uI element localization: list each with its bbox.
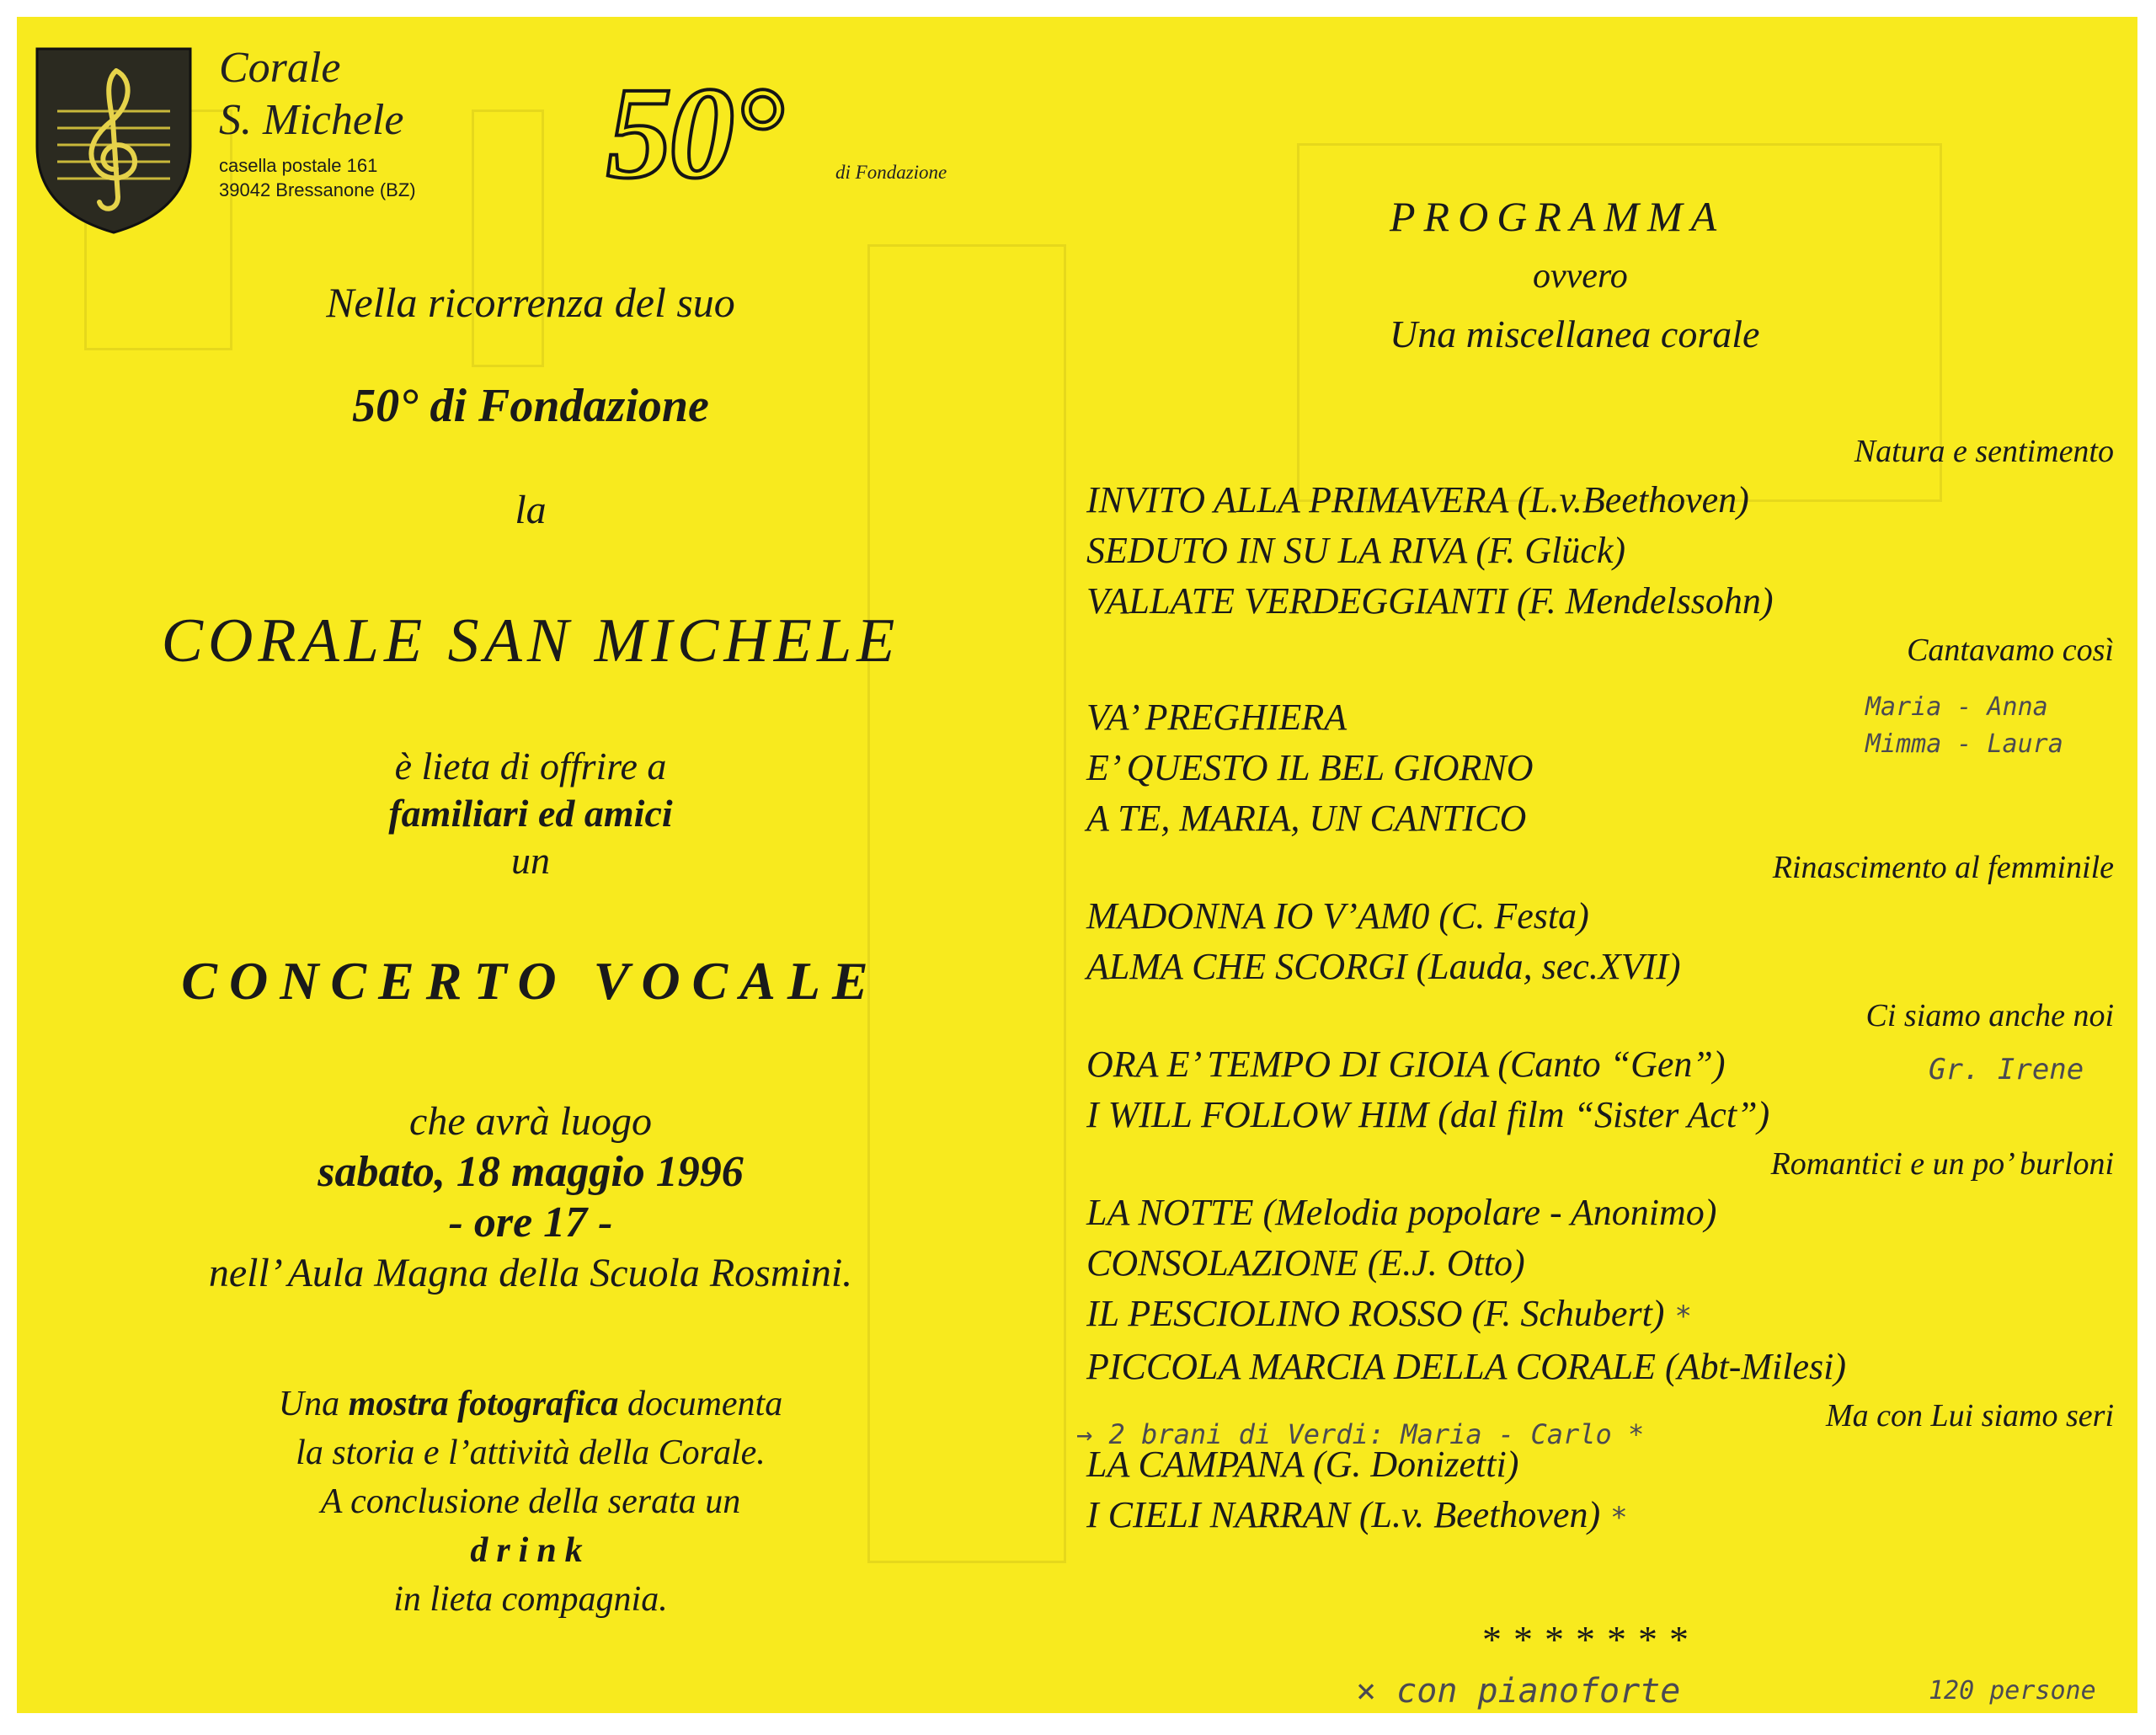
handwritten-people-count: 120 persone [1929, 1676, 2096, 1706]
handwritten-names-line2: Mimma - Laura [1865, 729, 2063, 759]
program-subtitle: Una miscellanea corale [1390, 312, 1760, 355]
piece-item: INVITO ALLA PRIMAVERA (L.v.Beethoven) [1086, 479, 1749, 520]
handwritten-verdi-note: → 2 brani di Verdi: Maria - Carlo * [1076, 1418, 1645, 1450]
closing-line5: in lieta compagnia. [393, 1580, 668, 1619]
section-title: Ci siamo anche noi [1865, 998, 2114, 1033]
piece-item: E’ QUESTO IL BEL GIORNO [1086, 747, 1534, 788]
event-date: sabato, 18 maggio 1996 [318, 1148, 744, 1196]
founding-line: 50° di Fondazione [352, 380, 709, 432]
anniversary-number: 50° [606, 60, 781, 206]
handwritten-piano-note: × con pianoforte [1356, 1672, 1681, 1711]
piece-list [1086, 475, 2114, 627]
piece-item: LA NOTTE (Melodia popolare - Anonimo) [1086, 1192, 1717, 1233]
address-line2: 39042 Bressanone (BZ) [219, 179, 416, 200]
piece-list [1086, 1439, 2114, 1543]
program-section [1086, 844, 2114, 992]
anniversary-caption: di Fondazione [835, 162, 947, 183]
section-title: Romantici e un po’ burloni [1770, 1146, 2114, 1182]
closing-line1-a: Una [278, 1385, 349, 1423]
offer-line2: familiari ed amici [388, 792, 673, 835]
piece-item: I WILL FOLLOW HIM (dal film “Sister Act”) [1086, 1094, 1770, 1135]
closing-line3: A conclusione della serata un [320, 1482, 741, 1521]
closing-drink: drink [470, 1531, 591, 1570]
section-title: Rinascimento al femminile [1772, 850, 2114, 885]
handwritten-gr-irene: Gr. Irene [1929, 1053, 2084, 1086]
piece-list [1086, 891, 2114, 992]
treble-clef-shield-icon [34, 45, 194, 236]
program-or: ovvero [1533, 257, 1628, 296]
photo-exhibit: mostra fotografica [348, 1385, 619, 1423]
handwritten-names-line1: Maria - Anna [1865, 692, 2048, 722]
section-title: Ma con Lui siamo seri [1826, 1398, 2114, 1433]
piece-item: PICCOLA MARCIA DELLA CORALE (Abt-Milesi) [1086, 1346, 1846, 1387]
closing-line1 [67, 1380, 994, 1428]
program-stars: ******* [1482, 1618, 1700, 1661]
piece-item: LA CAMPANA (G. Donizetti) [1086, 1444, 1519, 1485]
piece-item: VA’ PREGHIERA [1086, 697, 1348, 738]
offer-line3: un [511, 839, 550, 882]
handwritten-star: * [1610, 1501, 1628, 1535]
piece-item [1086, 1289, 2114, 1342]
invitation-sheet [17, 17, 2137, 1713]
piece-item: A TE, MARIA, UN CANTICO [1086, 798, 1527, 839]
address-line1: casella postale 161 [219, 155, 378, 176]
piece-item: ORA E’ TEMPO DI GIOIA (Canto “Gen”) [1086, 1044, 1726, 1085]
event-details [67, 1097, 994, 1299]
offer-block [67, 743, 994, 884]
piece-title: IL PESCIOLINO ROSSO (F. Schubert) [1086, 1293, 1665, 1334]
closing-line2: la storia e l’attività della Corale. [296, 1433, 766, 1472]
piece-list [1086, 1188, 2114, 1392]
club-address [219, 153, 416, 202]
piece-item: CONSOLAZIONE (E.J. Otto) [1086, 1242, 1525, 1284]
choir-name: CORALE SAN MICHELE [161, 606, 900, 675]
program-section [1086, 1392, 2114, 1543]
program-title: PROGRAMMA [1390, 193, 1726, 240]
closing-block [67, 1380, 994, 1624]
club-name [219, 42, 522, 147]
event-time: - ore 17 - [448, 1198, 613, 1247]
intro-line: Nella ricorrenza del suo [326, 279, 735, 326]
piece-item: VALLATE VERDEGGIANTI (F. Mendelssohn) [1086, 580, 1774, 622]
closing-line1-c: documenta [618, 1385, 783, 1423]
club-name-line2: S. Michele [219, 96, 404, 144]
piece-title: I CIELI NARRAN (L.v. Beethoven) [1086, 1494, 1601, 1535]
program-section [1086, 428, 2114, 627]
section-title: Cantavamo così [1907, 633, 2114, 668]
handwritten-star: * [1674, 1300, 1692, 1333]
piece-item: SEDUTO IN SU LA RIVA (F. Glück) [1086, 530, 1625, 571]
program-section [1086, 1140, 2114, 1392]
program-list [1086, 428, 2114, 1543]
concert-title: CONCERTO VOCALE [181, 951, 880, 1011]
when-line1: che avrà luogo [409, 1099, 652, 1144]
event-place: nell’ Aula Magna della Scuola Rosmini. [208, 1251, 853, 1295]
piece-item: ALMA CHE SCORGI (Lauda, sec.XVII) [1086, 946, 1681, 987]
club-name-line1: Corale [219, 44, 341, 92]
handwritten-names [1865, 689, 2063, 763]
offer-line1: è lieta di offrire a [394, 745, 667, 787]
piece-item: MADONNA IO V’AM0 (C. Festa) [1086, 895, 1589, 937]
piece-item [1086, 1490, 2114, 1543]
section-title: Natura e sentimento [1854, 434, 2114, 469]
invitation-text [67, 261, 994, 1624]
article-line: la [515, 488, 547, 532]
